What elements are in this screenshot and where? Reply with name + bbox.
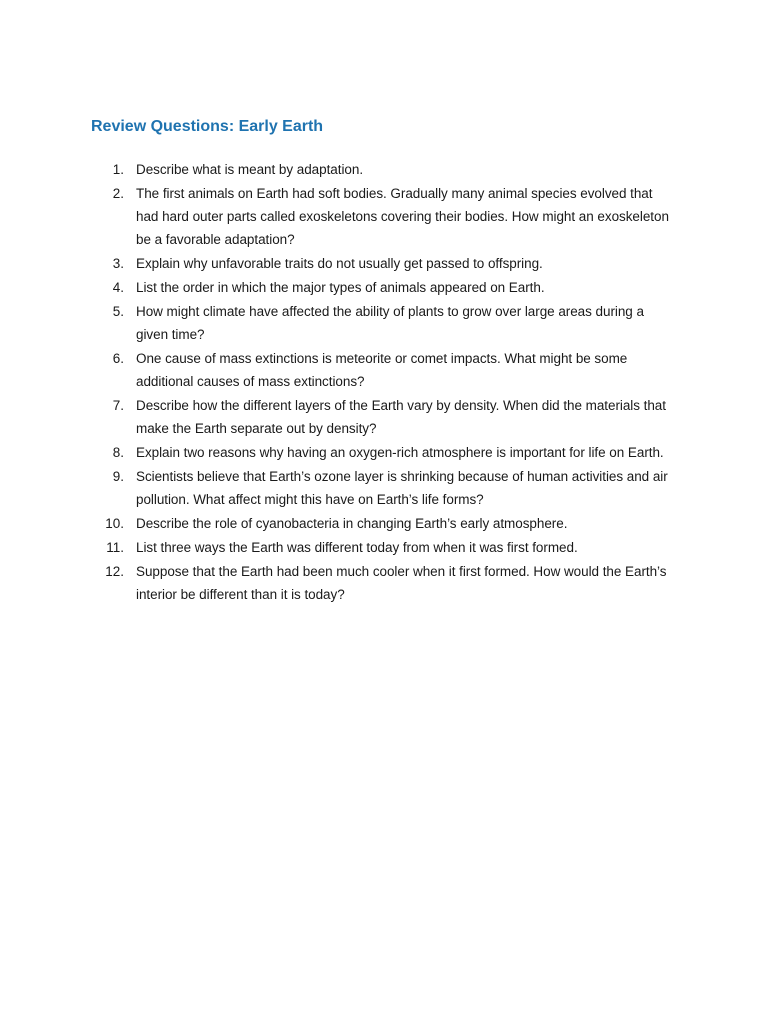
list-item: [0, 300, 768, 346]
question-number: 4.: [112, 280, 124, 295]
list-item: [0, 182, 768, 251]
question-text: Describe the role of cyanobacteria in changing Earth’s early atmosphere.: [136, 516, 568, 531]
question-text: How might climate have affected the ability of plants to grow over large areas during a given time?: [136, 304, 644, 342]
question-number: 6.: [112, 351, 124, 366]
question-text: List the order in which the major types of animals appeared on Earth.: [136, 280, 545, 295]
list-item: [0, 252, 768, 275]
question-text: Describe what is meant by adaptation.: [136, 162, 364, 177]
question-text: List three ways the Earth was different today from when it was first formed.: [136, 540, 578, 555]
list-item: [0, 512, 768, 535]
question-list: [0, 158, 768, 607]
question-number: 9.: [112, 469, 124, 484]
question-number: 3.: [112, 256, 124, 271]
question-text: Explain why unfavorable traits do not usually get passed to offspring.: [136, 256, 543, 271]
question-text: Scientists believe that Earth’s ozone layer is shrinking because of human activities and air pollution. What affect might this have on Earth’s life forms?: [136, 469, 668, 507]
question-text: Suppose that the Earth had been much cooler when it first formed. How would the Earth’s interior be different than it is today?: [136, 564, 667, 602]
page-title: Review Questions: Early Earth: [91, 118, 324, 135]
list-item: [0, 276, 768, 299]
question-number: 11.: [106, 540, 124, 555]
list-item: [0, 441, 768, 464]
list-item: [0, 158, 768, 181]
question-number: 2.: [112, 186, 124, 201]
list-item: [0, 465, 768, 511]
list-item: [0, 536, 768, 559]
question-number: 8.: [112, 445, 124, 460]
question-text: Explain two reasons why having an oxygen-rich atmosphere is important for life on Earth.: [136, 445, 664, 460]
list-item: [0, 347, 768, 393]
question-number: 7.: [112, 398, 124, 413]
question-number: 1.: [112, 162, 124, 177]
question-text: The first animals on Earth had soft bodies. Gradually many animal species evolved that had hard outer parts called exoskeletons covering their bodies. How might an exoskeleton be a favorable adaptation?: [136, 186, 669, 247]
list-item: [0, 394, 768, 440]
question-number: 5.: [112, 304, 124, 319]
question-number: 10.: [105, 516, 124, 531]
list-item: [0, 560, 768, 606]
question-text: One cause of mass extinctions is meteorite or comet impacts. What might be some additional causes of mass extinctions?: [136, 351, 628, 389]
question-text: Describe how the different layers of the Earth vary by density. When did the materials that make the Earth separate out by density?: [136, 398, 666, 436]
question-number: 12.: [105, 564, 124, 579]
